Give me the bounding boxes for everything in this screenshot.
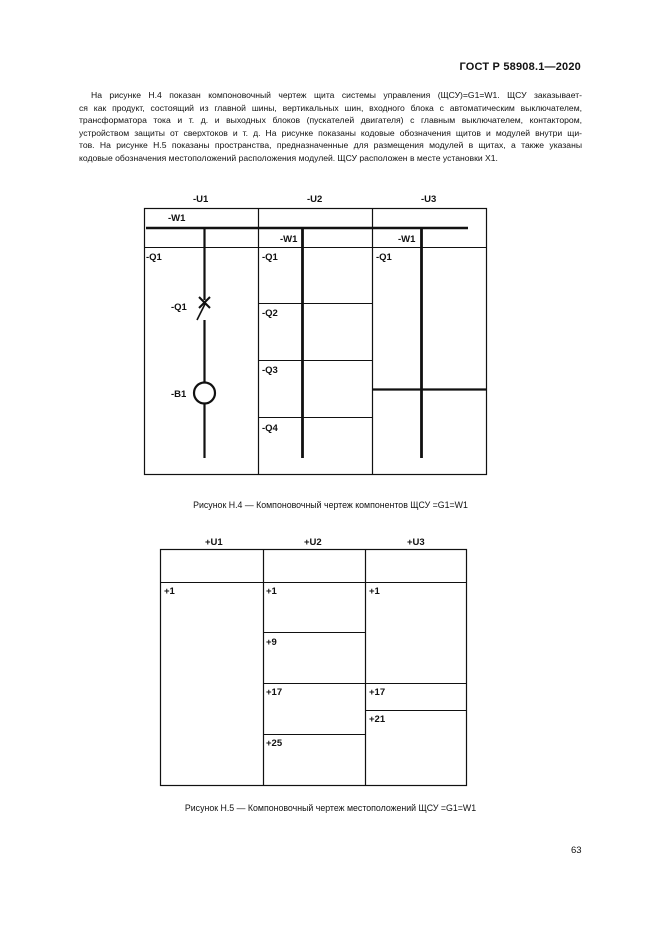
component-label: -Q3 (262, 365, 278, 376)
location-label: +25 (266, 738, 283, 749)
paragraph-line: кодовые обозначения местоположений расположения модулей. ЩСУ расположен в месте установки X1. (79, 152, 498, 163)
column-label: -U2 (307, 194, 323, 205)
body-paragraph (79, 89, 582, 164)
column-label: +U3 (407, 537, 425, 548)
component-label: -Q1 (146, 252, 162, 263)
panel-outline (161, 550, 467, 786)
component-label: -Q1 (171, 302, 187, 313)
standard-header: ГОСТ Р 58908.1—2020 (459, 61, 581, 73)
location-label: +17 (266, 687, 283, 698)
figure-4-drawing (0, 190, 661, 480)
location-label: +9 (266, 637, 277, 648)
figure-5-drawing (0, 533, 661, 789)
panel-outline (145, 209, 487, 475)
paragraph-line: тов. На рисунке Н.5 показаны пространства, предназначенные для размещения модулей в щитах, а также указаны (79, 140, 582, 150)
main-bus-label: -W1 (168, 213, 186, 224)
component-label: -Q2 (262, 308, 278, 319)
paragraph-line: устройством защиты от сверхтоков и т. д. На рисунке показаны кодовые обозначения щитов и модулей внутри щи- (79, 127, 582, 138)
location-label: +17 (369, 687, 386, 698)
column-label: -U3 (421, 194, 437, 205)
component-label: -Q4 (262, 423, 278, 434)
location-label: +21 (369, 714, 386, 725)
current-transformer-symbol (194, 383, 215, 404)
component-label: -B1 (171, 389, 187, 400)
figure-5-caption: Рисунок Н.5 — Компоновочный чертеж местоположений ЩСУ =G1=W1 (184, 803, 477, 813)
figure-5-location-layout (0, 533, 661, 789)
column-label: +U1 (205, 537, 223, 548)
component-label: -Q1 (376, 252, 392, 263)
page-number: 63 (571, 845, 582, 856)
component-label: -Q1 (262, 252, 278, 263)
column-label: +U2 (304, 537, 322, 548)
paragraph-line: трансформатора тока и т. д. и выходных блоков (пускателей двигателя) с главным выключателем, контактором, (79, 115, 582, 125)
location-label: +1 (266, 586, 277, 597)
location-label: +1 (369, 586, 380, 597)
vertical-bus-label: -W1 (398, 234, 416, 245)
paragraph-line: ся как продукт, состоящий из главной шины, вертикальных шин, входного блока с автоматическим выключателем, (79, 102, 582, 113)
paragraph-line: На рисунке Н.4 показан компоновочный чертеж щита системы управления (ЩСУ)=G1=W1. ЩСУ заказывает- (91, 90, 582, 100)
column-label: -U1 (193, 194, 209, 205)
vertical-bus-label: -W1 (280, 234, 298, 245)
figure-4-caption: Рисунок Н.4 — Компоновочный чертеж компонентов ЩСУ =G1=W1 (193, 500, 468, 510)
location-label: +1 (164, 586, 175, 597)
figure-4-component-layout (0, 190, 661, 480)
